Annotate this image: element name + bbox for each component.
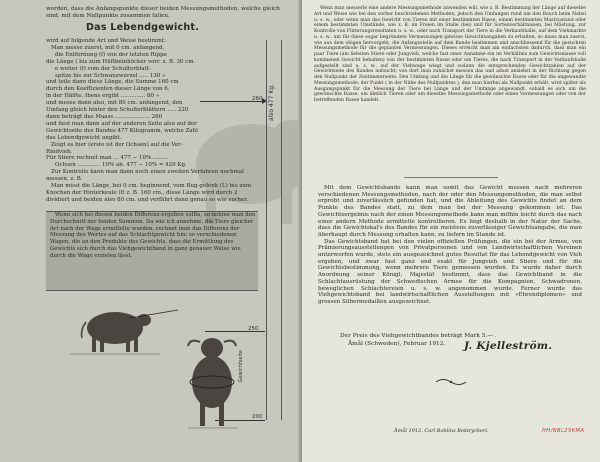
band-label-bottom: 200	[252, 414, 263, 420]
price-line: Der Preis des Viehgewichtbandes beträgt Mark 5.— .	[340, 333, 497, 339]
author-signature: J. Kjelleström.	[464, 340, 553, 352]
band-side-label: Gewichtseite	[238, 350, 244, 383]
band-weight-label: also 477 Kg.	[268, 84, 275, 122]
library-stamp: HH/NBL25KMA	[542, 428, 585, 434]
section-title: Das Lebendgewicht.	[86, 22, 200, 33]
section-divider	[404, 177, 498, 178]
body-line: spitze bis zur Schwanzwurzel ..... 130 »	[55, 72, 166, 79]
body-line: Man messe zuerst, mit 0 cm. anfangend,	[51, 44, 165, 51]
body-line: Man misst die Länge, bei 0 cm. beginnend, vom Bug-gelenk (L) bis zum Knochen der Hinterkeule (f) z. B. 160 cm., diese Länge wird durch 2 dividiert und beiden also 80 cm. und verfährt dann genau so wie vorher.	[46, 183, 252, 203]
body-line: e weiter (f) vom der Schulterblatt-	[55, 65, 151, 72]
body-line: dann beträgt das Maass .................... 260	[46, 113, 163, 120]
body-line: und teile dann diese Länge, die Summe 160 cm	[46, 79, 179, 86]
left-intro-text: worden, dass die Anfangspunkte dieser beiden Messungsmethoden, welche gleich sind, mit dem Nullpunkte zusammen fallen.	[46, 6, 280, 19]
bull-illustration	[60, 290, 250, 440]
main-paragraph: Mit dem Gewichtsbande kann man somit das Gewicht messen nach mehreren verschiedenen Messungsmethoden, nach der oder den Messungsmethoden, die man selbst erprobt und zuverlässlich gefunden hat, und die Ableitung des Gewichts findet an dem Punkte des Bandes statt, zu dem man bei der Messung gekommen ist. Das Gewichtsergebnis nach der einen Messungsmethode kann man mithin leicht durch das nach einer andern Methode ermittelte kontrollieren. Es liegt deshalb in der Natur der Sache, dass die Gewichtskal's des Bandes für ein meistens zuverlässiger Gewichtsangabe, die man überhaupt durch Messung erhalten kann, zu liefern im Stande ist.	[318, 185, 582, 238]
place-date-line: Åmål (Schweden), Februar 1912.	[348, 341, 446, 347]
printer-footer: Åmål 1912. Carl Bohlins Boktryckeri.	[394, 428, 489, 434]
body-line: das Lebendgewicht angibt.	[46, 134, 122, 141]
body-line: wird auf folgende Art und Weise bestimmt:	[46, 38, 166, 44]
right-main-text	[318, 185, 582, 306]
right-small-print	[314, 6, 586, 104]
highlight-box-text	[50, 212, 256, 259]
body-line: in der Hälfte. Ibens ergibt .............. 80 »	[46, 93, 160, 100]
body-line: Ochsen ............. 10% ab. 477 − 10% = 429 Kg.	[55, 162, 187, 169]
ornament-icon	[434, 377, 468, 387]
body-line: und messe dann also, mit 80 cm. anfangend, den	[46, 100, 183, 107]
body-line: und liest man dann auf der anderen Seite also auf der	[46, 120, 197, 127]
box-paragraph: Wenn sich bei diesen beiden Differenz-ergeben sollte, so nehme man den Durchschnitt der beiden Summen. Da wie ich annehme, die Tiere gleicher Art nach der Wage ermittelte wurden, rechnet man das Differenz der Messung des Wertes auf das Schlachtgewicht hin: so verschiedenen Wagen, die an den Produkte des Gewichts, dass die Ermittlung des Gewichts sich durch das Viehgewichtband in ganz genauer Weise wie durch die Wage erzielen lässt.	[50, 212, 256, 259]
small-print-paragraph: Wenn man messerle eine andere Messungsmethode anwenden will, wie z. B. Bestimmung der Länge auf dieselbe Art und Weise wie bei den vorher beschriebenen Methoden, jedoch den Umfangen rund um den Bauch beim Nabel u. s. w., oder wenn man das Gewicht von Tieren mit einer bestimmten Rasse, einem bestimmten Mastzustand oder einem bestimmten Umstände, wie z. B. im Freien im Stalle (bei) und für Sortenverhältnissen, bei Mästung, zur Kontrolle von Fütterungsresultaten u. s. w., oder nach Transport der Tiere in die Verkaufshalle, auf dem Viehmarkte u. s. w., um für diese sogar begründete Vermessungen gewisse Gewichtsangaben zu erhalten, so muss man zuerst, wie aus dem obigen hervorgeht, die Anfangsstelle auf dem Bande bestimmen und anschliessend für die gesuchten Messungsmethode für die geplanten Vermessungen. Dieses erreicht man am einfachsten dadurch, dass man ein paar Tiere (am liebsten Stiere oder Jungvieh, welche fast einer Annahme ein im Verhältnis zum Gewichtsmasse voll kommenen Gewicht behalten) von der bestimmten Rasse oder ein Tieres, die nach Transport in der Verkaufshalle aufgestellt sind u. s. w., auf der Viehwage wiegt und sodann die entsprechenden Gewichtzahlen auf der Gewichtseite des Bandes aufsucht; von dort man zunächst messen das und adust ansiehst in der Richtung gegen den Nullpunkt der Zentimeterseite. Den Umfang und die Länge für die gewünschte Rasse oder für die angewandte Messungsmethode: der Punkt ( in der Nähe des Nullpunktes ), den man hierbei als Nullpunkt erhält, wird später als Ausgangspunkt für die Messung der Tiere bei Länge und der Umfange angewandt, sobald es sich um die gewünschte Rasse, um ähnlich Tieren oder um dieselbe Messungsmethode oder einen Vermessungen oder von der betreffenden Rasse handelt.	[314, 6, 586, 103]
body-line: durch den Koeffizienten dieser Länge von 6.	[46, 86, 170, 93]
body-line: Zeigt es hier (erste ist der Ochsen) auf die Ver-	[51, 141, 183, 148]
body-line: Zur Kontrolle kann man dann noch einen zweiten Verfahren nochmal messen, z. B.	[46, 169, 244, 183]
body-line: Rindvieh.	[46, 148, 73, 155]
body-line: die Länge ( bis zum Hüftbeinhöcker vorr. z. B. 30 cm.	[46, 58, 196, 65]
body-line: die Entfernung (f) von der letzten Rippe	[55, 51, 167, 58]
body-line: Gewichtseite des Bandes 477 Kilogramm, welche Zahl	[46, 127, 198, 134]
band-label-mid: 250	[248, 326, 259, 332]
body-line: Für Stiere rechnet man ... 477 − 10% .........	[46, 155, 169, 162]
body-line: Umfang gleich hinter den Schulterblättern ..... 220	[46, 107, 189, 114]
left-body-text	[46, 38, 258, 204]
main-paragraph: Das Gewichtsband hat bei den vielen offiziellen Prüfungen, die ein bei der Armee, von Prämierungsausstellungen von Privatpersonen und von Landwirtschaftlichen Vereinen unterworfen wurde, stets ein ausgezeichnet gutes Resultat für das Lebendgewicht von Vieh ergeben, und zwar fast ganz und exakt für Jungvieh und Stiere und für die Gewichtsbestimmung, wenn mehrere Tiere gemessen wurden. Es wurde daher durch Anordnung seiner Königl. Majestät bestimmt, dass das Gewichtband in die Schlachtausrüstung der Schwedischen Armee für die Kompagnien, Schwadronen, beweglichen Schlachtereien u. s. w. angenommen wurde. Ferner wurde das Viehgewichtsband bei landwirtschaftlichen Ausstellungen mit »Ehrendiplomen« und grossen Silbermedaillen ausgezeichnet.	[318, 238, 582, 305]
band-label-top: 260	[252, 96, 263, 102]
